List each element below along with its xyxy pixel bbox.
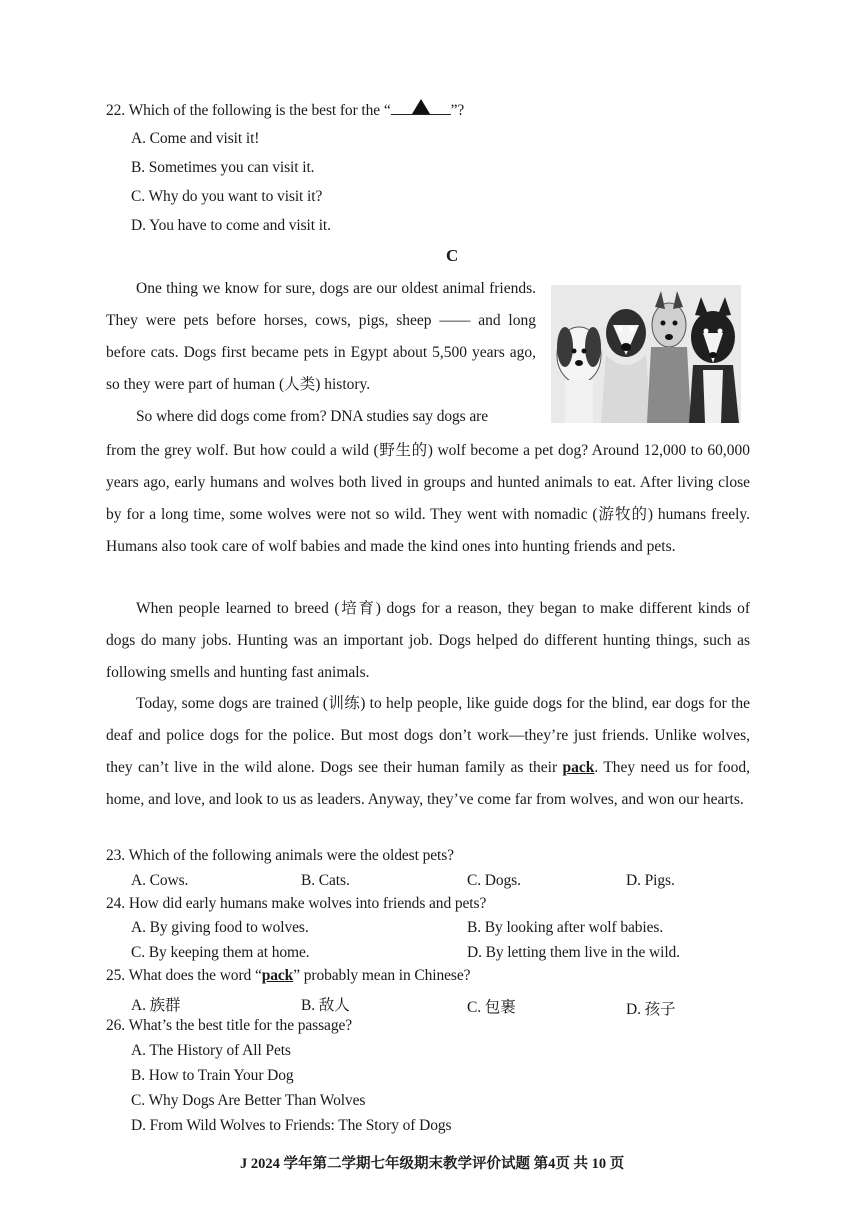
- q25-option-a[interactable]: A. 族群: [131, 997, 181, 1014]
- q24-option-c[interactable]: C. By keeping them at home.: [131, 944, 310, 961]
- q26-option-c[interactable]: C. Why Dogs Are Better Than Wolves: [131, 1092, 366, 1109]
- q25-option-c[interactable]: C. 包裹: [467, 999, 516, 1016]
- q25-option-d[interactable]: D. 孩子: [626, 1001, 676, 1018]
- q25-stem-after: ” probably mean in Chinese?: [293, 967, 471, 984]
- q23-option-b[interactable]: B. Cats.: [301, 872, 350, 889]
- q26-option-a[interactable]: A. The History of All Pets: [131, 1042, 291, 1059]
- q24-option-a[interactable]: A. By giving food to wolves.: [131, 919, 309, 936]
- q25-keyword-pack: pack: [261, 967, 294, 984]
- passage-paragraph-1: One thing we know for sure, dogs are our oldest animal friends. They were pets before horses, cows, pigs, sheep —— and long before cats. Dogs first became pets in Egypt about 5,500 years ago, so they were part of human (人类) history.: [106, 280, 536, 393]
- q22-stem-suffix: ”?: [450, 102, 465, 119]
- q26-option-b[interactable]: B. How to Train Your Dog: [131, 1067, 294, 1084]
- q25-stem-before: 25. What does the word “: [106, 967, 262, 984]
- passage-paragraph-3: When people learned to breed (培育) dogs for a reason, they began to make different kinds of dogs do many jobs. Hunting was an important job. Dogs helped do different hunting things, such as following smells and hunting fast animals.: [106, 600, 750, 681]
- dogs-photo: [551, 285, 741, 423]
- q22-stem-prefix: 22. Which of the following is the best for the “: [106, 102, 391, 119]
- page-footer: J 2024 学年第二学期七年级期末教学评价试题 第4页 共 10 页: [240, 1156, 625, 1172]
- paragraph-4-text-before: Today, some dogs are trained (训练) to help people, like guide dogs for the blind, ear dogs for the deaf and police dogs for the police. But most dogs don’t work—they’re just friends. Unlike wolves, they can’t live in the wild alone. Dogs see their human family as their: [106, 695, 750, 776]
- q24-option-d[interactable]: D. By letting them live in the wild.: [467, 944, 680, 961]
- dogs-illustration: [551, 285, 741, 423]
- q25-stem: [106, 967, 470, 985]
- q26-stem: 26. What’s the best title for the passage?: [106, 1017, 353, 1034]
- q23-option-d[interactable]: D. Pigs.: [626, 872, 675, 889]
- section-heading: C: [446, 246, 459, 265]
- q22-option-d[interactable]: D. You have to come and visit it.: [131, 217, 331, 234]
- q23-option-c[interactable]: C. Dogs.: [467, 872, 521, 889]
- passage-paragraph-4: [106, 688, 750, 816]
- q23-stem: 23. Which of the following animals were the oldest pets?: [106, 847, 454, 864]
- q22-option-c[interactable]: C. Why do you want to visit it?: [131, 188, 323, 205]
- keyword-pack: pack: [562, 759, 595, 776]
- triangle-icon: [412, 99, 430, 114]
- q22-stem: [106, 100, 464, 120]
- q26-option-d[interactable]: D. From Wild Wolves to Friends: The Story of Dogs: [131, 1117, 452, 1134]
- paragraph-4-text-after: . They need us for food, home, and love, and look to us as leaders. Anyway, they’ve come far from wolves, and won our hearts.: [106, 759, 751, 808]
- q22-option-a[interactable]: A. Come and visit it!: [131, 130, 260, 147]
- q25-option-b[interactable]: B. 敌人: [301, 997, 350, 1014]
- q22-option-b[interactable]: B. Sometimes you can visit it.: [131, 159, 315, 176]
- passage-paragraph-2: from the grey wolf. But how could a wild (野生的) wolf become a pet dog? Around 12,000 to 60,000 years ago, early humans and wolves both lived in groups and hunted animals to eat. After living close by for a long time, some wolves were not so wild. They went with nomadic (游牧的) humans freely. Humans also took care of wolf babies and made the kind ones into hunting friends and pets.: [106, 442, 750, 555]
- q23-option-a[interactable]: A. Cows.: [131, 872, 189, 889]
- passage-paragraph-2-first-line: So where did dogs come from? DNA studies say dogs are: [136, 408, 488, 425]
- q24-stem: 24. How did early humans make wolves into friends and pets?: [106, 895, 487, 912]
- q24-option-b[interactable]: B. By looking after wolf babies.: [467, 919, 664, 936]
- answer-blank: [391, 98, 451, 115]
